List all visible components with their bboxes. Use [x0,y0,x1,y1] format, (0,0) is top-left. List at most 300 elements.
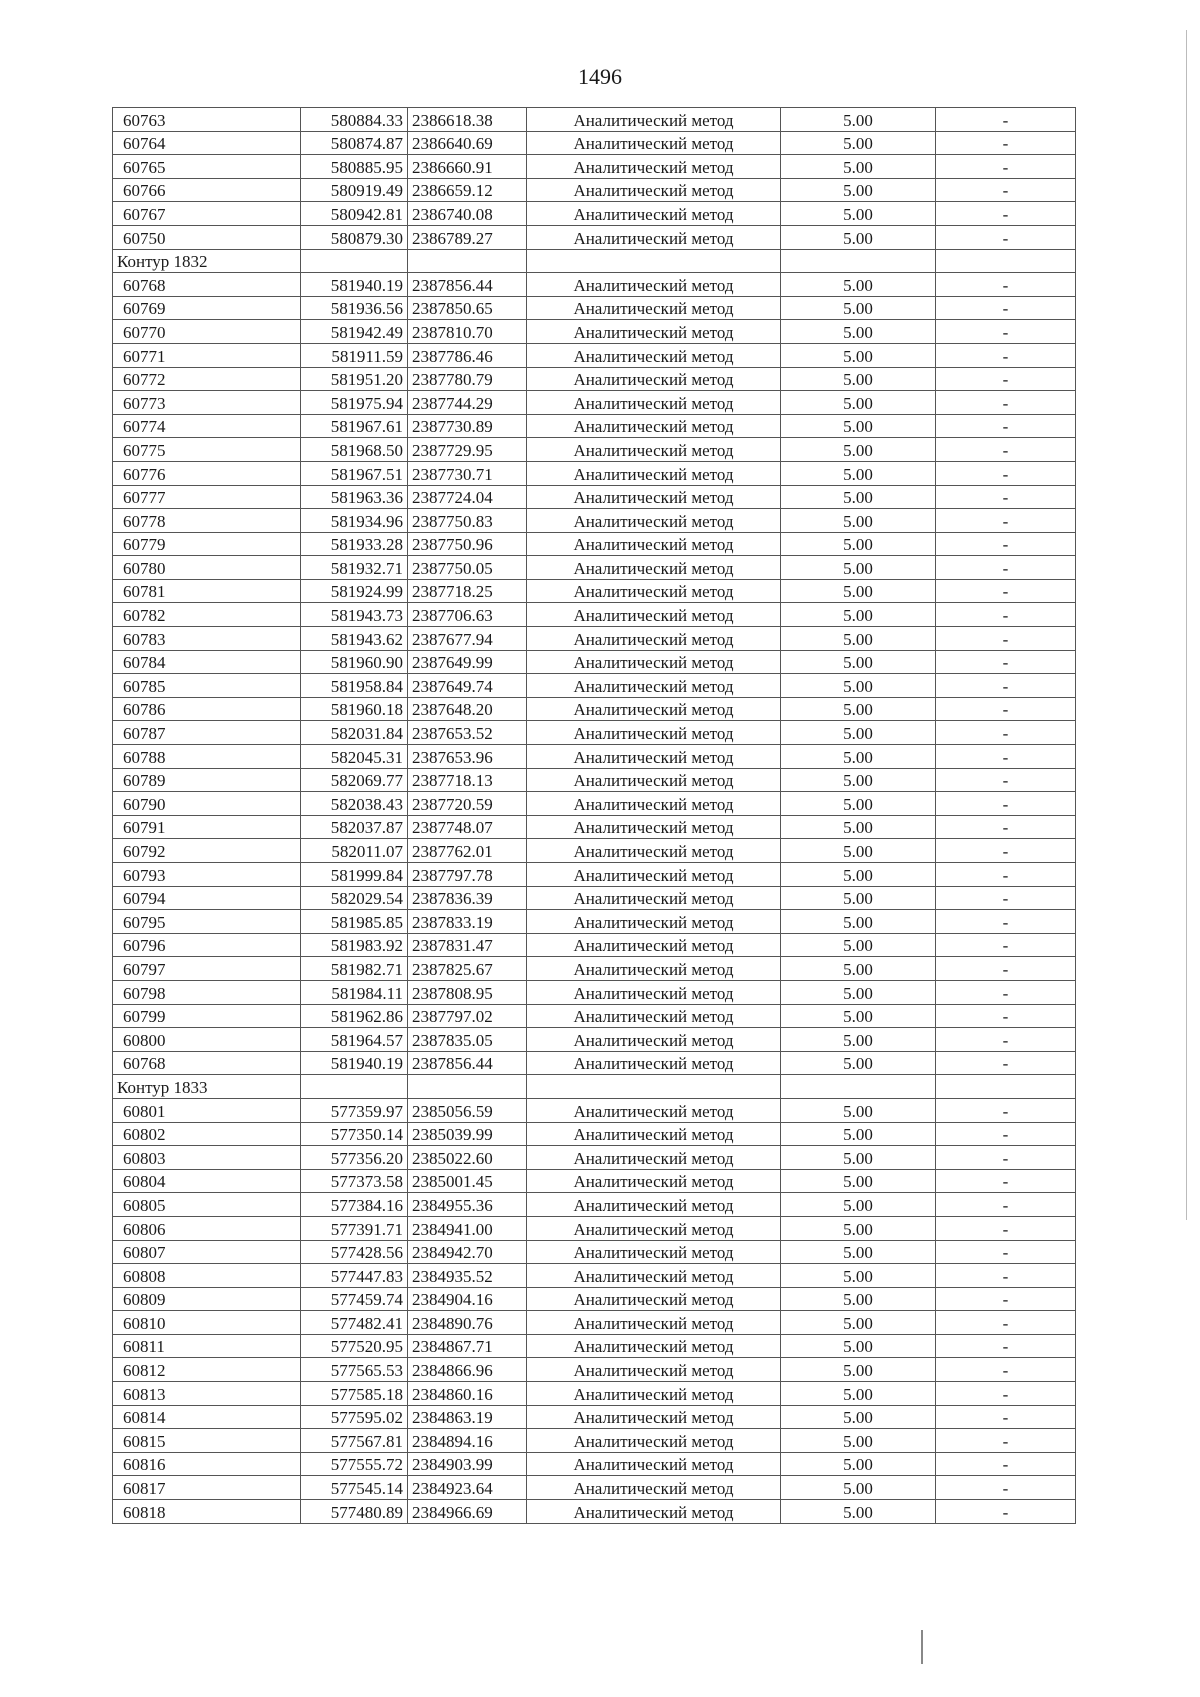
table-row [113,768,1076,792]
table-row [113,461,1076,485]
y-coordinate-cell: 2386660.91 [408,155,527,179]
point-id-cell: 60765 [113,155,301,179]
y-coordinate-cell: 2387786.46 [408,343,527,367]
contour-header-row [113,249,1076,273]
method-cell: Аналитический метод [527,579,781,603]
accuracy-cell: 5.00 [781,933,936,957]
note-cell: - [936,1146,1076,1170]
y-coordinate-cell: 2387649.74 [408,674,527,698]
accuracy-cell: 5.00 [781,391,936,415]
note-cell: - [936,1216,1076,1240]
y-coordinate-cell: 2387706.63 [408,603,527,627]
table-row [113,1264,1076,1288]
accuracy-cell: 5.00 [781,1216,936,1240]
method-cell: Аналитический метод [527,1122,781,1146]
point-id-cell: 60774 [113,414,301,438]
table-row [113,296,1076,320]
method-cell: Аналитический метод [527,1358,781,1382]
point-id-cell: 60790 [113,792,301,816]
accuracy-cell: 5.00 [781,556,936,580]
note-cell: - [936,839,1076,863]
note-cell: - [936,1240,1076,1264]
y-coordinate-cell: 2387750.96 [408,532,527,556]
table-row [113,1382,1076,1406]
method-cell: Аналитический метод [527,1098,781,1122]
accuracy-cell: 5.00 [781,1311,936,1335]
method-cell: Аналитический метод [527,1169,781,1193]
accuracy-cell: 5.00 [781,1429,936,1453]
note-cell: - [936,273,1076,297]
empty-cell [936,249,1076,273]
y-coordinate-cell: 2387750.83 [408,509,527,533]
x-coordinate-cell: 577520.95 [301,1334,408,1358]
note-cell: - [936,1264,1076,1288]
point-id-cell: 60796 [113,933,301,957]
method-cell: Аналитический метод [527,1004,781,1028]
y-coordinate-cell: 2387835.05 [408,1028,527,1052]
y-coordinate-cell: 2384860.16 [408,1382,527,1406]
table-row [113,1098,1076,1122]
method-cell: Аналитический метод [527,367,781,391]
x-coordinate-cell: 581951.20 [301,367,408,391]
accuracy-cell: 5.00 [781,485,936,509]
point-id-cell: 60777 [113,485,301,509]
point-id-cell: 60814 [113,1405,301,1429]
y-coordinate-cell: 2387833.19 [408,910,527,934]
accuracy-cell: 5.00 [781,320,936,344]
accuracy-cell: 5.00 [781,225,936,249]
point-id-cell: 60808 [113,1264,301,1288]
accuracy-cell: 5.00 [781,627,936,651]
empty-cell [781,1075,936,1099]
accuracy-cell: 5.00 [781,792,936,816]
accuracy-cell: 5.00 [781,178,936,202]
note-cell: - [936,225,1076,249]
y-coordinate-cell: 2387648.20 [408,697,527,721]
point-id-cell: 60812 [113,1358,301,1382]
y-coordinate-cell: 2384923.64 [408,1476,527,1500]
x-coordinate-cell: 581967.61 [301,414,408,438]
method-cell: Аналитический метод [527,1405,781,1429]
table-row [113,579,1076,603]
coordinates-table-body [113,108,1076,1524]
method-cell: Аналитический метод [527,627,781,651]
x-coordinate-cell: 582011.07 [301,839,408,863]
note-cell: - [936,1500,1076,1524]
note-cell: - [936,579,1076,603]
x-coordinate-cell: 581911.59 [301,343,408,367]
note-cell: - [936,155,1076,179]
table-row [113,863,1076,887]
table-row [113,603,1076,627]
y-coordinate-cell: 2387718.13 [408,768,527,792]
point-id-cell: 60811 [113,1334,301,1358]
accuracy-cell: 5.00 [781,815,936,839]
y-coordinate-cell: 2384890.76 [408,1311,527,1335]
x-coordinate-cell: 581982.71 [301,957,408,981]
point-id-cell: 60766 [113,178,301,202]
x-coordinate-cell: 581975.94 [301,391,408,415]
method-cell: Аналитический метод [527,1382,781,1406]
x-coordinate-cell: 581924.99 [301,579,408,603]
note-cell: - [936,131,1076,155]
method-cell: Аналитический метод [527,1429,781,1453]
x-coordinate-cell: 581968.50 [301,438,408,462]
y-coordinate-cell: 2385022.60 [408,1146,527,1170]
table-row [113,650,1076,674]
method-cell: Аналитический метод [527,792,781,816]
note-cell: - [936,933,1076,957]
point-id-cell: 60810 [113,1311,301,1335]
point-id-cell: 60785 [113,674,301,698]
empty-cell [408,1075,527,1099]
method-cell: Аналитический метод [527,108,781,132]
method-cell: Аналитический метод [527,957,781,981]
x-coordinate-cell: 577595.02 [301,1405,408,1429]
note-cell: - [936,768,1076,792]
table-row [113,273,1076,297]
method-cell: Аналитический метод [527,863,781,887]
y-coordinate-cell: 2387762.01 [408,839,527,863]
y-coordinate-cell: 2387718.25 [408,579,527,603]
point-id-cell: 60794 [113,886,301,910]
table-row [113,1146,1076,1170]
x-coordinate-cell: 581983.92 [301,933,408,957]
y-coordinate-cell: 2387653.52 [408,721,527,745]
point-id-cell: 60773 [113,391,301,415]
y-coordinate-cell: 2387810.70 [408,320,527,344]
empty-cell [936,1075,1076,1099]
x-coordinate-cell: 581940.19 [301,273,408,297]
x-coordinate-cell: 577391.71 [301,1216,408,1240]
y-coordinate-cell: 2387649.99 [408,650,527,674]
y-coordinate-cell: 2384942.70 [408,1240,527,1264]
point-id-cell: 60763 [113,108,301,132]
x-coordinate-cell: 581962.86 [301,1004,408,1028]
point-id-cell: 60805 [113,1193,301,1217]
accuracy-cell: 5.00 [781,1004,936,1028]
y-coordinate-cell: 2384966.69 [408,1500,527,1524]
point-id-cell: 60783 [113,627,301,651]
note-cell: - [936,320,1076,344]
point-id-cell: 60798 [113,980,301,1004]
accuracy-cell: 5.00 [781,886,936,910]
table-row [113,815,1076,839]
table-row [113,391,1076,415]
table-row [113,225,1076,249]
note-cell: - [936,532,1076,556]
table-row [113,532,1076,556]
empty-cell [408,249,527,273]
table-row [113,1311,1076,1335]
x-coordinate-cell: 582038.43 [301,792,408,816]
y-coordinate-cell: 2386618.38 [408,108,527,132]
method-cell: Аналитический метод [527,273,781,297]
note-cell: - [936,414,1076,438]
accuracy-cell: 5.00 [781,414,936,438]
y-coordinate-cell: 2386740.08 [408,202,527,226]
table-row [113,414,1076,438]
note-cell: - [936,343,1076,367]
accuracy-cell: 5.00 [781,461,936,485]
y-coordinate-cell: 2386659.12 [408,178,527,202]
method-cell: Аналитический метод [527,1334,781,1358]
point-id-cell: 60817 [113,1476,301,1500]
table-row [113,343,1076,367]
point-id-cell: 60792 [113,839,301,863]
point-id-cell: 60779 [113,532,301,556]
table-row [113,509,1076,533]
method-cell: Аналитический метод [527,1051,781,1075]
point-id-cell: 60782 [113,603,301,627]
x-coordinate-cell: 582045.31 [301,745,408,769]
note-cell: - [936,1405,1076,1429]
note-cell: - [936,1358,1076,1382]
accuracy-cell: 5.00 [781,863,936,887]
note-cell: - [936,556,1076,580]
page-number: 1496 [578,64,622,89]
note-cell: - [936,1051,1076,1075]
coordinates-table [112,107,1076,1524]
point-id-cell: 60768 [113,273,301,297]
accuracy-cell: 5.00 [781,1382,936,1406]
table-row [113,1287,1076,1311]
point-id-cell: 60809 [113,1287,301,1311]
accuracy-cell: 5.00 [781,697,936,721]
accuracy-cell: 5.00 [781,957,936,981]
note-cell: - [936,910,1076,934]
x-coordinate-cell: 577459.74 [301,1287,408,1311]
method-cell: Аналитический метод [527,461,781,485]
method-cell: Аналитический метод [527,674,781,698]
accuracy-cell: 5.00 [781,1169,936,1193]
method-cell: Аналитический метод [527,391,781,415]
y-coordinate-cell: 2387856.44 [408,273,527,297]
x-coordinate-cell: 581933.28 [301,532,408,556]
point-id-cell: 60772 [113,367,301,391]
x-coordinate-cell: 577350.14 [301,1122,408,1146]
y-coordinate-cell: 2384867.71 [408,1334,527,1358]
accuracy-cell: 5.00 [781,273,936,297]
y-coordinate-cell: 2387653.96 [408,745,527,769]
point-id-cell: 60768 [113,1051,301,1075]
note-cell: - [936,296,1076,320]
table-row [113,1051,1076,1075]
accuracy-cell: 5.00 [781,343,936,367]
table-row [113,910,1076,934]
accuracy-cell: 5.00 [781,721,936,745]
method-cell: Аналитический метод [527,1193,781,1217]
note-cell: - [936,1122,1076,1146]
method-cell: Аналитический метод [527,438,781,462]
note-cell: - [936,1429,1076,1453]
y-coordinate-cell: 2384863.19 [408,1405,527,1429]
method-cell: Аналитический метод [527,815,781,839]
note-cell: - [936,178,1076,202]
y-coordinate-cell: 2384955.36 [408,1193,527,1217]
table-row [113,1334,1076,1358]
accuracy-cell: 5.00 [781,509,936,533]
x-coordinate-cell: 580942.81 [301,202,408,226]
note-cell: - [936,721,1076,745]
point-id-cell: 60800 [113,1028,301,1052]
x-coordinate-cell: 580879.30 [301,225,408,249]
method-cell: Аналитический метод [527,296,781,320]
table-row [113,367,1076,391]
note-cell: - [936,815,1076,839]
x-coordinate-cell: 581960.18 [301,697,408,721]
table-row [113,1169,1076,1193]
x-coordinate-cell: 581999.84 [301,863,408,887]
method-cell: Аналитический метод [527,485,781,509]
x-coordinate-cell: 577565.53 [301,1358,408,1382]
scan-edge-line [1186,30,1187,1220]
y-coordinate-cell: 2384903.99 [408,1452,527,1476]
accuracy-cell: 5.00 [781,579,936,603]
point-id-cell: 60788 [113,745,301,769]
y-coordinate-cell: 2384894.16 [408,1429,527,1453]
method-cell: Аналитический метод [527,556,781,580]
empty-cell [527,249,781,273]
table-row [113,438,1076,462]
x-coordinate-cell: 577359.97 [301,1098,408,1122]
note-cell: - [936,792,1076,816]
accuracy-cell: 5.00 [781,1452,936,1476]
point-id-cell: 60816 [113,1452,301,1476]
contour-header-row [113,1075,1076,1099]
note-cell: - [936,603,1076,627]
point-id-cell: 60804 [113,1169,301,1193]
accuracy-cell: 5.00 [781,980,936,1004]
method-cell: Аналитический метод [527,1264,781,1288]
x-coordinate-cell: 581940.19 [301,1051,408,1075]
method-cell: Аналитический метод [527,768,781,792]
y-coordinate-cell: 2385039.99 [408,1122,527,1146]
contour-label: Контур 1832 [113,249,301,273]
note-cell: - [936,1334,1076,1358]
x-coordinate-cell: 581985.85 [301,910,408,934]
point-id-cell: 60750 [113,225,301,249]
point-id-cell: 60775 [113,438,301,462]
accuracy-cell: 5.00 [781,839,936,863]
y-coordinate-cell: 2387677.94 [408,627,527,651]
method-cell: Аналитический метод [527,886,781,910]
accuracy-cell: 5.00 [781,603,936,627]
note-cell: - [936,697,1076,721]
table-row [113,131,1076,155]
method-cell: Аналитический метод [527,1216,781,1240]
point-id-cell: 60784 [113,650,301,674]
x-coordinate-cell: 581958.84 [301,674,408,698]
table-row [113,1452,1076,1476]
point-id-cell: 60791 [113,815,301,839]
note-cell: - [936,461,1076,485]
table-row [113,839,1076,863]
method-cell: Аналитический метод [527,697,781,721]
method-cell: Аналитический метод [527,532,781,556]
x-coordinate-cell: 581963.36 [301,485,408,509]
table-row [113,745,1076,769]
accuracy-cell: 5.00 [781,108,936,132]
accuracy-cell: 5.00 [781,438,936,462]
accuracy-cell: 5.00 [781,650,936,674]
empty-cell [301,249,408,273]
accuracy-cell: 5.00 [781,1240,936,1264]
table-row [113,721,1076,745]
x-coordinate-cell: 581943.62 [301,627,408,651]
x-coordinate-cell: 580884.33 [301,108,408,132]
note-cell: - [936,1382,1076,1406]
table-row [113,980,1076,1004]
y-coordinate-cell: 2387797.78 [408,863,527,887]
x-coordinate-cell: 581942.49 [301,320,408,344]
point-id-cell: 60797 [113,957,301,981]
table-row [113,178,1076,202]
x-coordinate-cell: 577567.81 [301,1429,408,1453]
table-row [113,1240,1076,1264]
y-coordinate-cell: 2384866.96 [408,1358,527,1382]
empty-cell [301,1075,408,1099]
accuracy-cell: 5.00 [781,768,936,792]
table-row [113,1028,1076,1052]
y-coordinate-cell: 2387724.04 [408,485,527,509]
y-coordinate-cell: 2387808.95 [408,980,527,1004]
note-cell: - [936,438,1076,462]
accuracy-cell: 5.00 [781,1405,936,1429]
table-row [113,674,1076,698]
x-coordinate-cell: 577585.18 [301,1382,408,1406]
table-row [113,320,1076,344]
table-row [113,202,1076,226]
method-cell: Аналитический метод [527,320,781,344]
table-row [113,933,1076,957]
method-cell: Аналитический метод [527,202,781,226]
x-coordinate-cell: 581964.57 [301,1028,408,1052]
point-id-cell: 60767 [113,202,301,226]
point-id-cell: 60795 [113,910,301,934]
x-coordinate-cell: 577447.83 [301,1264,408,1288]
method-cell: Аналитический метод [527,1476,781,1500]
note-cell: - [936,485,1076,509]
y-coordinate-cell: 2387729.95 [408,438,527,462]
method-cell: Аналитический метод [527,603,781,627]
note-cell: - [936,674,1076,698]
note-cell: - [936,202,1076,226]
x-coordinate-cell: 577373.58 [301,1169,408,1193]
accuracy-cell: 5.00 [781,745,936,769]
x-coordinate-cell: 577480.89 [301,1500,408,1524]
note-cell: - [936,980,1076,1004]
x-coordinate-cell: 580919.49 [301,178,408,202]
table-row [113,485,1076,509]
y-coordinate-cell: 2386640.69 [408,131,527,155]
y-coordinate-cell: 2384935.52 [408,1264,527,1288]
point-id-cell: 60787 [113,721,301,745]
point-id-cell: 60778 [113,509,301,533]
point-id-cell: 60806 [113,1216,301,1240]
method-cell: Аналитический метод [527,225,781,249]
method-cell: Аналитический метод [527,509,781,533]
note-cell: - [936,745,1076,769]
x-coordinate-cell: 581934.96 [301,509,408,533]
point-id-cell: 60781 [113,579,301,603]
method-cell: Аналитический метод [527,1452,781,1476]
point-id-cell: 60807 [113,1240,301,1264]
accuracy-cell: 5.00 [781,1122,936,1146]
x-coordinate-cell: 577428.56 [301,1240,408,1264]
method-cell: Аналитический метод [527,650,781,674]
table-row [113,556,1076,580]
